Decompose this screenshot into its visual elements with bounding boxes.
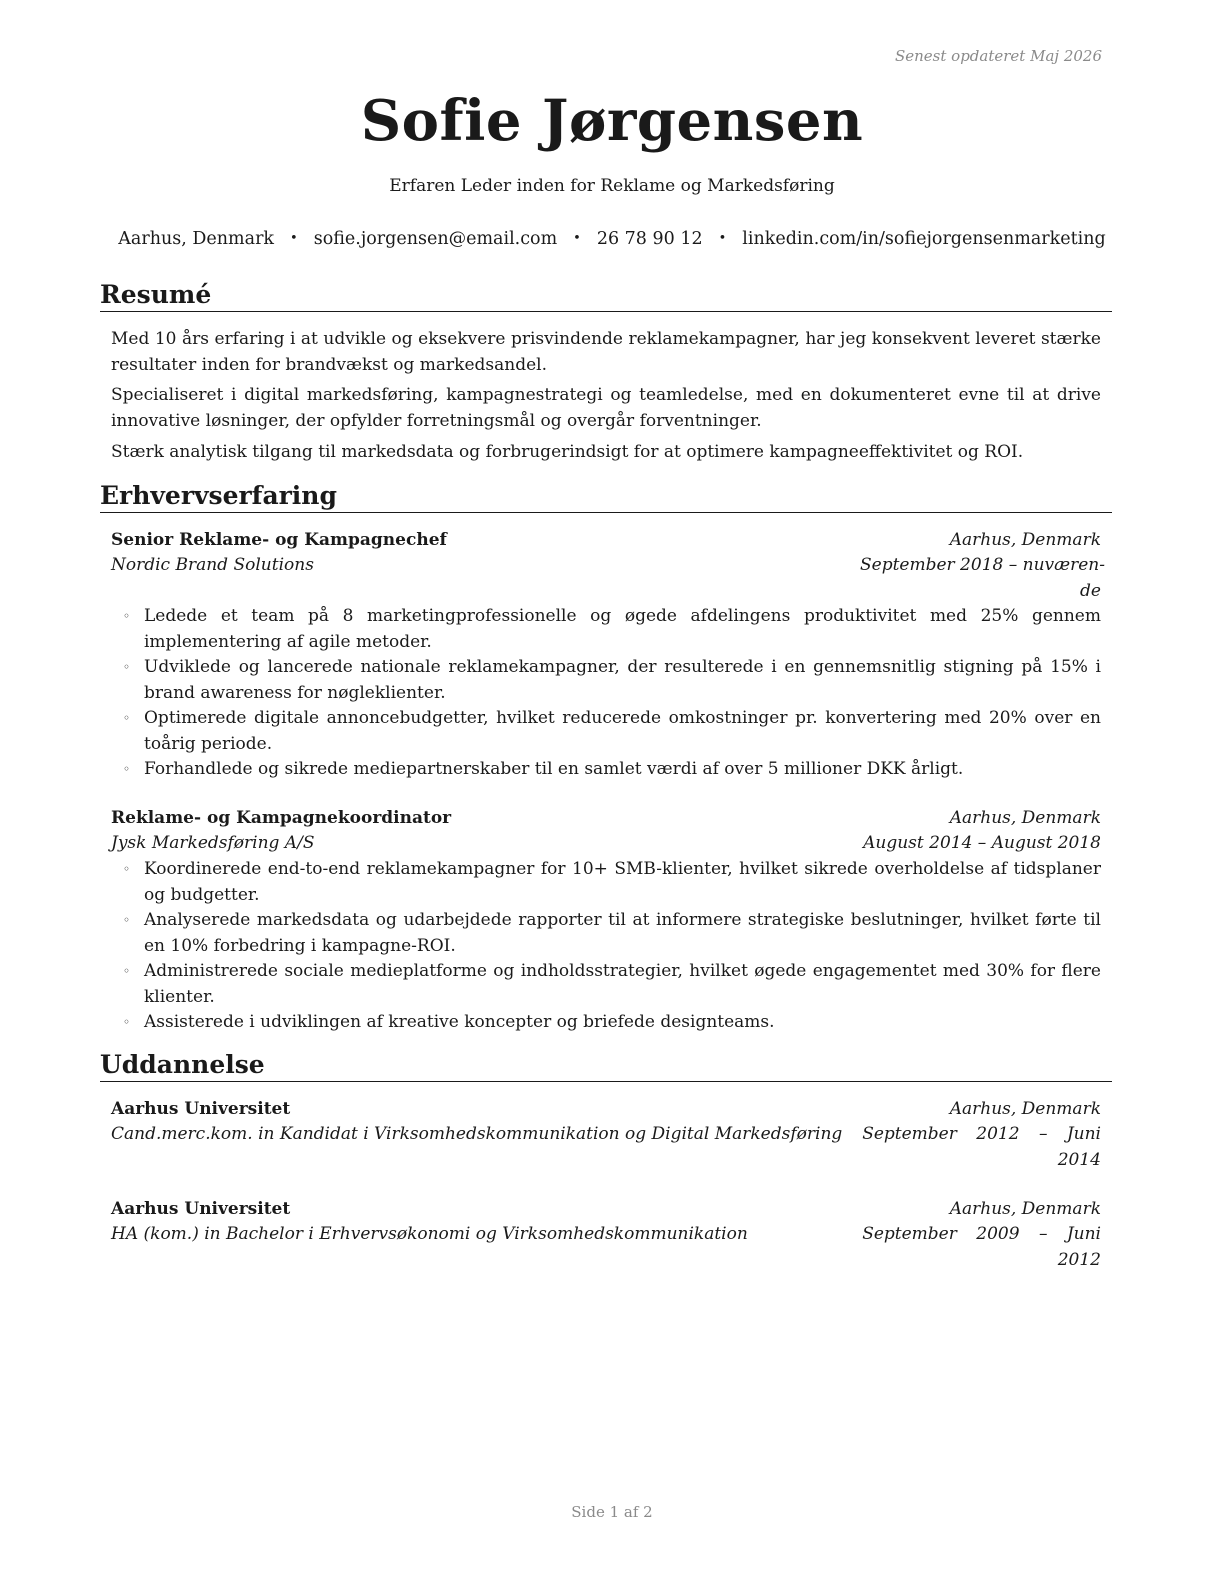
job-dates-line2: de xyxy=(1080,581,1101,601)
job-bullets xyxy=(111,857,1101,1036)
list-item xyxy=(111,857,1101,908)
list-item xyxy=(111,655,1101,706)
school-location: Aarhus, Denmark xyxy=(949,1199,1101,1219)
education-dates: September 2012 – Juni xyxy=(862,1124,1101,1144)
bullet-text: Udviklede og lancerede nationale reklamekampagner, der resulterede i en gennemsnitlig stigning på 15% i brand awareness for nøgleklienter. xyxy=(144,657,1101,703)
circle-bullet-icon: ◦ xyxy=(123,913,131,927)
degree: Cand.merc.kom. in Kandidat i Virksomhedskommunikation og Digital Markedsføring xyxy=(111,1124,843,1144)
section-title-summary: Resumé xyxy=(100,280,1112,312)
circle-bullet-icon: ◦ xyxy=(123,964,131,978)
list-item xyxy=(111,706,1101,757)
education-dates-line2: 2014 xyxy=(1057,1150,1101,1170)
job-location: Aarhus, Denmark xyxy=(949,530,1101,550)
list-item xyxy=(111,959,1101,1010)
job-header xyxy=(111,528,1101,554)
degree: HA (kom.) in Bachelor i Erhvervsøkonomi og Virksomhedskommunikation xyxy=(111,1224,748,1244)
contact-phone: 26 78 90 12 xyxy=(596,229,703,249)
section-title-experience: Erhvervserfaring xyxy=(100,481,1112,513)
bullet-text: Analyserede markedsdata og udarbejdede rapporter til at informere strategiske beslutninger, hvilket førte til en 10% forbedring i kampagne-ROI. xyxy=(144,910,1101,956)
education-subheader xyxy=(111,1222,1101,1248)
list-item xyxy=(111,757,1101,783)
circle-bullet-icon: ◦ xyxy=(123,762,131,776)
page-number: Side 1 af 2 xyxy=(571,1503,653,1521)
school-name: Aarhus Universitet xyxy=(111,1199,291,1219)
bullet-text: Koordinerede end-to-end reklamekampagner for 10+ SMB-klienter, hvilket sikrede overholdelse af tidsplaner og budgetter. xyxy=(144,859,1101,905)
job-dates: September 2018 – nuværen- xyxy=(859,555,1105,575)
education-header xyxy=(111,1097,1101,1123)
job-company: Nordic Brand Solutions xyxy=(111,555,314,575)
job-role: Reklame- og Kampagnekoordinator xyxy=(111,808,452,828)
school-name: Aarhus Universitet xyxy=(111,1099,291,1119)
circle-bullet-icon: ◦ xyxy=(123,862,131,876)
circle-bullet-icon: ◦ xyxy=(123,711,131,725)
contact-location: Aarhus, Denmark xyxy=(118,229,275,249)
education-header xyxy=(111,1197,1101,1223)
list-item xyxy=(111,908,1101,959)
contact-linkedin[interactable]: linkedin.com/in/sofiejorgensenmarketing xyxy=(742,229,1106,249)
job-role: Senior Reklame- og Kampagnechef xyxy=(111,530,447,550)
job-subheader xyxy=(111,831,1101,857)
school-location: Aarhus, Denmark xyxy=(949,1099,1101,1119)
summary-paragraph: Med 10 års erfaring i at udvikle og eksekvere prisvindende reklamekampagner, har jeg konsekvent leveret stærke resultater inden for brandvækst og markedsandel. xyxy=(111,329,1101,375)
bullet-text: Administrerede sociale medieplatforme og indholdsstrategier, hvilket øgede engagementet med 30% for flere klienter. xyxy=(144,961,1101,1007)
summary-paragraph: Specialiseret i digital markedsføring, kampagnestrategi og teamledelse, med en dokumenteret evne til at drive innovative løsninger, der opfylder forretningsmål og overgår forventninger. xyxy=(111,385,1101,431)
job-company: Jysk Markedsføring A/S xyxy=(111,833,315,853)
bullet-separator: • xyxy=(718,231,727,246)
education-dates: September 2009 – Juni xyxy=(862,1224,1101,1244)
summary-paragraph: Stærk analytisk tilgang til markedsdata og forbrugerindsigt for at optimere kampagneeffektivitet og ROI. xyxy=(111,442,1024,462)
list-item xyxy=(111,604,1101,655)
bullet-separator: • xyxy=(290,231,298,246)
circle-bullet-icon: ◦ xyxy=(123,609,131,623)
education-dates-continued xyxy=(111,1148,1101,1174)
circle-bullet-icon: ◦ xyxy=(123,660,131,674)
job-dates-continued xyxy=(111,579,1101,605)
bullet-text: Optimerede digitale annoncebudgetter, hvilket reducerede omkostninger pr. konvertering med 20% over en toårig periode. xyxy=(144,708,1101,754)
tagline: Erfaren Leder inden for Reklame og Markedsføring xyxy=(389,176,835,196)
circle-bullet-icon: ◦ xyxy=(123,1015,131,1029)
bullet-text: Forhandlede og sikrede mediepartnerskaber til en samlet værdi af over 5 millioner DKK årligt. xyxy=(144,759,964,779)
list-item xyxy=(111,1010,1101,1036)
education-dates-continued xyxy=(111,1248,1101,1274)
job-header xyxy=(111,806,1101,832)
job-subheader xyxy=(111,553,1105,579)
last-updated: Senest opdateret Maj 2026 xyxy=(894,47,1102,65)
job-bullets xyxy=(111,604,1101,783)
contact-email[interactable]: sofie.jorgensen@email.com xyxy=(313,229,558,249)
bullet-text: Ledede et team på 8 marketingprofessionelle og øgede afdelingens produktivitet med 25% gennem implementering af agile metoder. xyxy=(144,606,1101,652)
bullet-text: Assisterede i udviklingen af kreative koncepter og briefede designteams. xyxy=(144,1012,775,1032)
contact-line xyxy=(0,229,1224,249)
job-location: Aarhus, Denmark xyxy=(949,808,1101,828)
bullet-separator: • xyxy=(573,231,581,246)
candidate-name: Sofie Jørgensen xyxy=(360,88,864,154)
section-title-education: Uddannelse xyxy=(100,1050,1112,1082)
education-subheader xyxy=(111,1122,1101,1148)
education-dates-line2: 2012 xyxy=(1057,1250,1101,1270)
job-dates: August 2014 – August 2018 xyxy=(863,833,1101,853)
